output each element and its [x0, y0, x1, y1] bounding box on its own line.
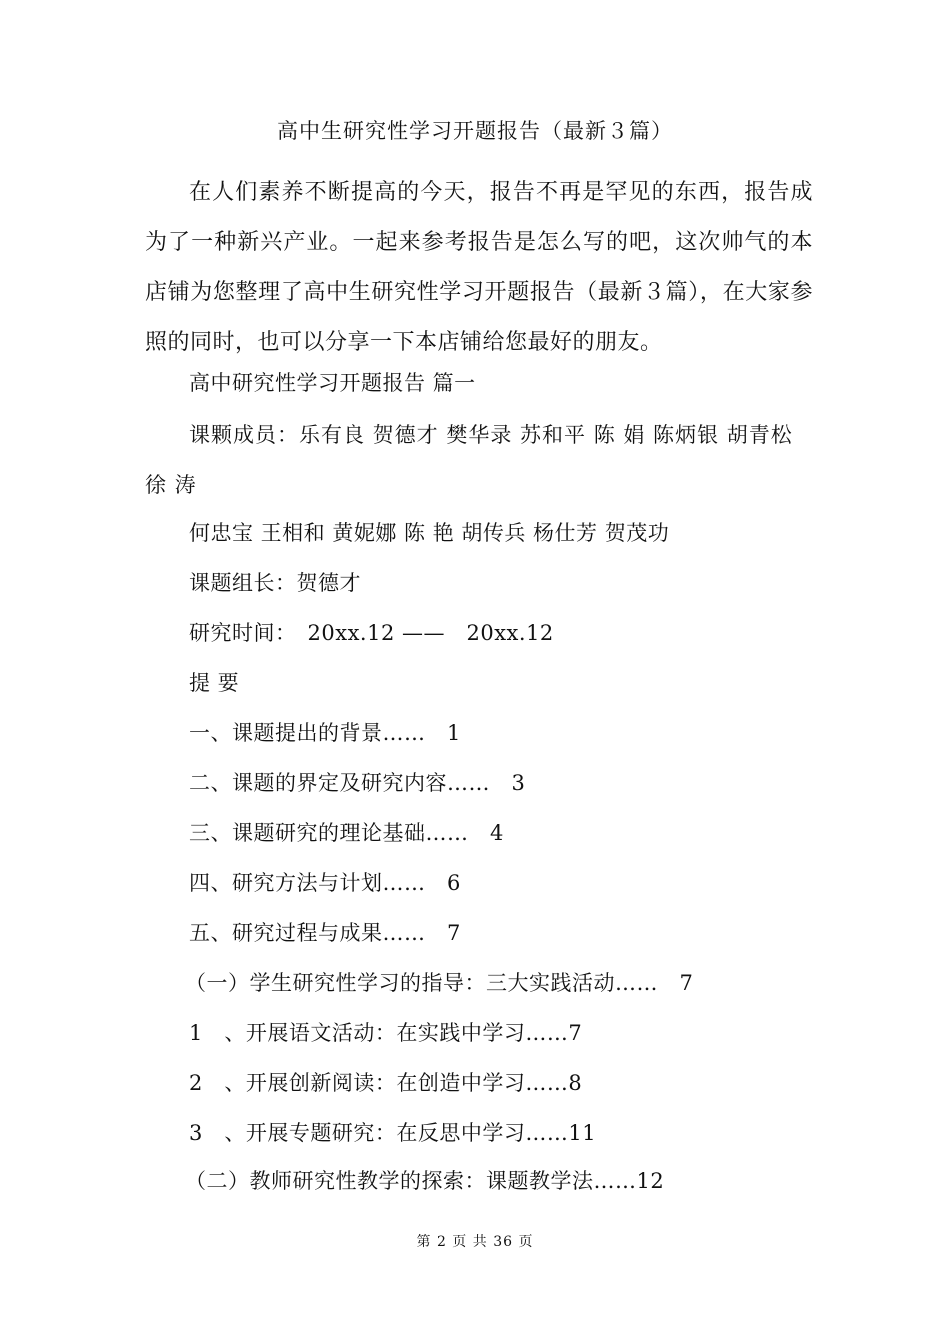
research-period: 研究时间： 20xx.12 —— 20xx.12: [189, 621, 554, 645]
toc-item: 二、课题的界定及研究内容…… 3: [189, 771, 526, 795]
toc-item: 四、研究方法与计划…… 6: [189, 871, 461, 895]
group-leader: 课题组长：贺德才: [189, 571, 361, 595]
members-line-2: 何忠宝 王相和 黄妮娜 陈 艳 胡传兵 杨仕芳 贺茂功: [189, 521, 670, 545]
toc-item: 2 、开展创新阅读：在创造中学习……8: [189, 1071, 583, 1095]
section-heading: 高中研究性学习开题报告 篇一: [189, 371, 476, 395]
toc-item: 一、课题提出的背景…… 1: [189, 721, 461, 745]
summary-label: 提 要: [189, 671, 240, 695]
members-line: 课颗成员：乐有良 贺德才 樊华录 苏和平 陈 娟 陈炳银 胡青松 徐 涛: [145, 423, 793, 497]
toc-item: 三、课题研究的理论基础…… 4: [189, 821, 504, 845]
toc-item: 1 、开展语文活动：在实践中学习……7: [189, 1021, 583, 1045]
document-title: 高中生研究性学习开题报告（最新３篇）: [277, 119, 673, 143]
intro-paragraph: 在人们素养不断提高的今天，报告不再是罕见的东西，报告成为了一种新兴产业。一起来参考报告是怎么写的吧，这次帅气的本店铺为您整理了高中生研究性学习开题报告（最新３篇），在大家参照的同时，也可以分享一下本店铺给您最好的朋友。: [145, 180, 813, 355]
toc-item: 五、研究过程与成果…… 7: [189, 921, 461, 945]
toc-item: 3 、开展专题研究：在反思中学习……11: [189, 1121, 597, 1145]
toc-item: （二）教师研究性教学的探索：课题教学法……12: [185, 1169, 665, 1193]
page-footer: 第 2 页 共 36 页: [416, 1234, 534, 1250]
toc-item: （一）学生研究性学习的指导：三大实践活动…… 7: [185, 971, 694, 995]
